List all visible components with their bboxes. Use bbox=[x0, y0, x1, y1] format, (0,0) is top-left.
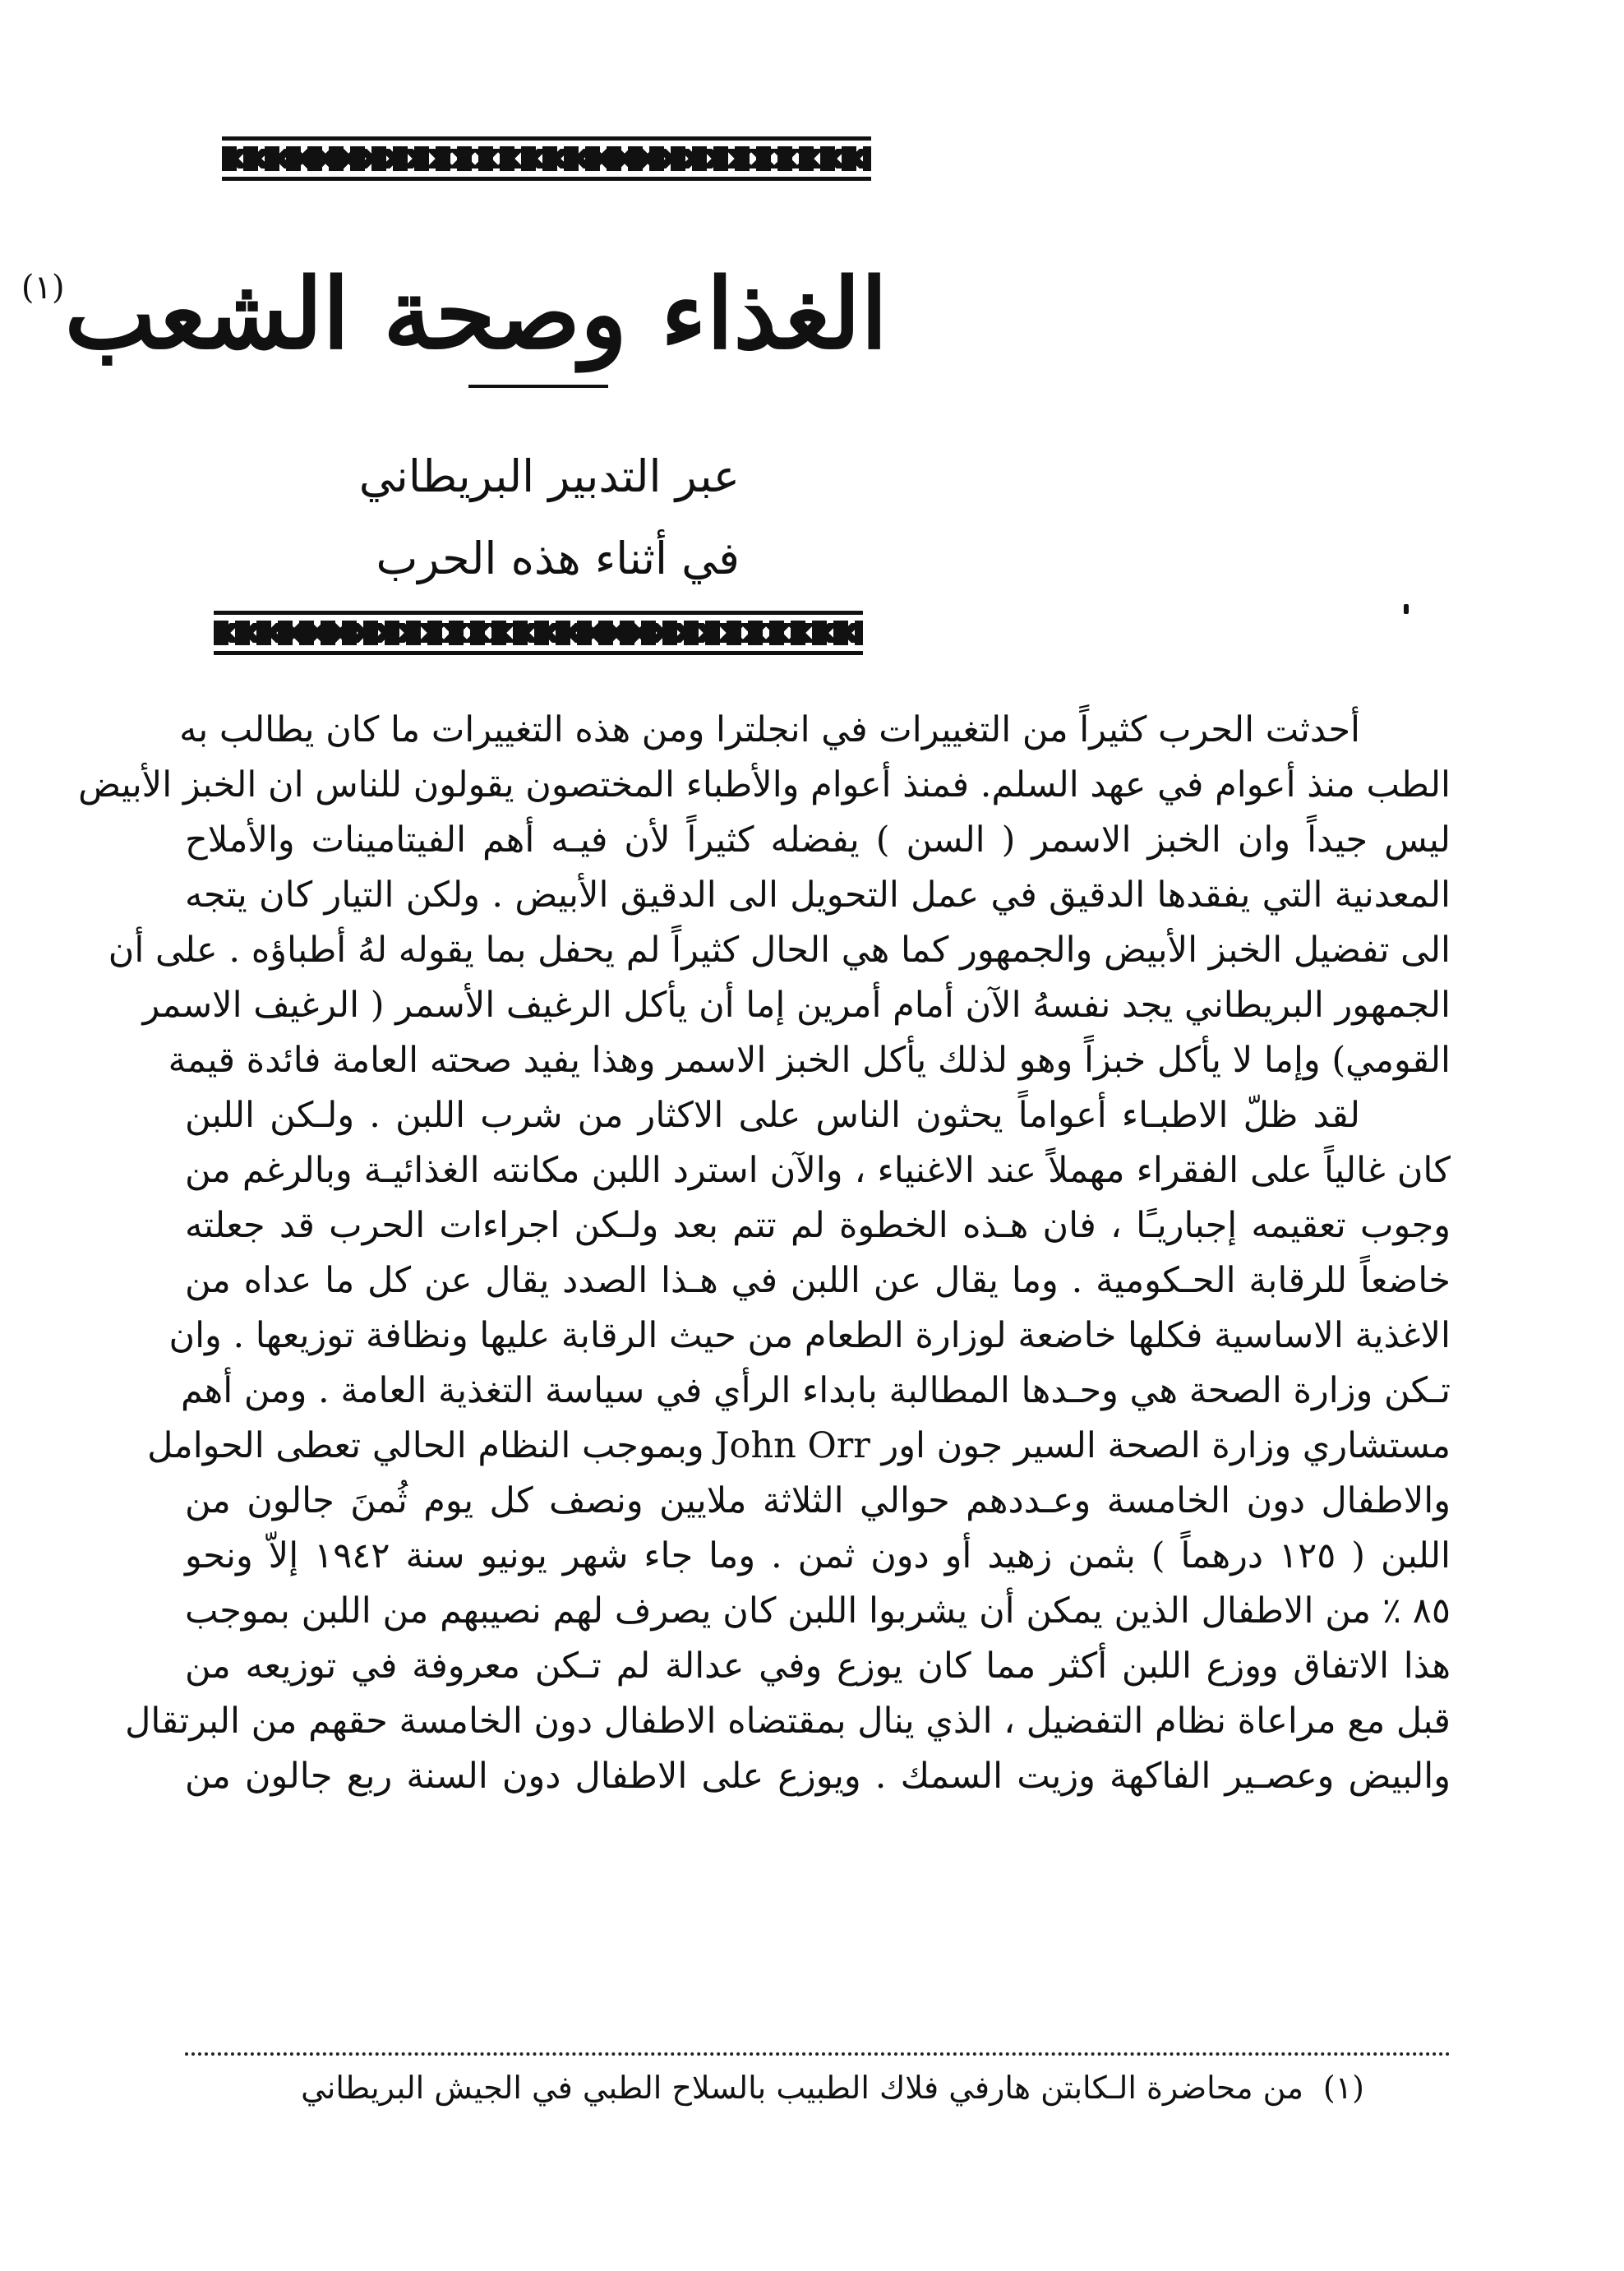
body-line: الجمهور البريطاني يجد نفسهُ الآن أمام أمرين إما أن يأكل الرغيف الأسمر ( الرغيف الاسمر bbox=[142, 985, 1451, 1026]
body-line: اللبن ( ١٢٥ درهماً ) بثمن زهيد أو دون ثمن . وما جاء شهر يونيو سنة ١٩٤٢ إلاّ ونحو bbox=[185, 1535, 1451, 1576]
footnote-text: من محاضرة الـكابتن هارفي فلاك الطبيب بالسلاح الطبي في الجيش البريطاني bbox=[301, 2070, 1303, 2106]
body-line: القومي) وإما لا يأكل خبزاً وهو لذلك يأكل الخبز الاسمر وهذا يفيد صحته العامة فائدة قيمة bbox=[168, 1040, 1451, 1081]
body-line: لقد ظلّ الاطبـاء أعواماً يحثون الناس على الاكثار من شرب اللبن . ولـكن اللبن bbox=[185, 1095, 1360, 1136]
footnote bbox=[301, 2063, 1364, 2112]
subtitle-line-2: في أثناء هذه الحرب bbox=[376, 533, 740, 584]
body-line: ٨٥ ٪ من الاطفال الذين يمكن أن يشربوا اللبن كان يصرف لهم نصيبهم من اللبن بموجب bbox=[185, 1590, 1451, 1632]
body-line: كان غالياً على الفقراء مهملاً عند الاغنياء ، والآن استرد اللبن مكانته الغذائيـة وبالرغم من bbox=[185, 1150, 1451, 1191]
body-line: هذا الاتفاق ووزع اللبن أكثر مما كان يوزع وفي عدالة لم تـكن معروفة في توزيعه من bbox=[185, 1646, 1451, 1687]
body-line: أحدثت الحرب كثيراً من التغييرات في انجلترا ومن هذه التغييرات ما كان يطالب به bbox=[179, 709, 1360, 750]
footnote-separator bbox=[185, 2052, 1451, 2056]
top-ornament-border bbox=[222, 146, 871, 171]
body-line: والاطفال دون الخامسة وعـددهم حوالي الثلاثة ملايين ونصف كل يوم ثُمنَ جالون من bbox=[185, 1480, 1451, 1521]
body-line: خاضعاً للرقابة الحـكومية . وما يقال عن اللبن في هـذا الصدد يقال عن كل ما عداه من bbox=[185, 1260, 1451, 1301]
body-line: وجوب تعقيمه إجباريـًا ، فان هـذه الخطوة لم تتم بعد ولـكن اجراءات الحرب قد جعلته bbox=[185, 1205, 1451, 1246]
title-divider bbox=[468, 385, 608, 388]
body-line: ليس جيداً وان الخبز الاسمر ( السن ) يفضله كثيراً لأن فيـه أهم الفيتامينات والأملاح bbox=[185, 819, 1451, 861]
footnote-marker: (١) bbox=[1322, 2070, 1364, 2106]
middle-ornament-border bbox=[214, 621, 863, 645]
article-body bbox=[78, 703, 1451, 1804]
subtitle-line-1: عبر التدبير البريطاني bbox=[358, 450, 740, 502]
body-line: الاغذية الاساسية فكلها خاضعة لوزارة الطعام من حيث الرقابة عليها ونظافة توزيعها . وان bbox=[168, 1315, 1451, 1356]
body-line: مستشاري وزارة الصحة السير جون اور John Orr وبموجب النظام الحالي تعطى الحوامل bbox=[147, 1425, 1451, 1466]
title-text: الغذاء وصحة الشعب bbox=[64, 256, 888, 371]
ink-mark bbox=[1404, 604, 1409, 614]
body-line: الى تفضيل الخبز الأبيض والجمهور كما هي الحال كثيراً لم يحفل بما يقوله لهُ أطباؤه . على أن bbox=[108, 930, 1451, 971]
body-line: الطب منذ أعوام في عهد السلم. فمنذ أعوام والأطباء المختصون يقولون للناس ان الخبز الأبيض bbox=[78, 764, 1451, 805]
title-footnote-marker: (١) bbox=[21, 269, 65, 307]
body-line: المعدنية التي يفقدها الدقيق في عمل التحويل الى الدقيق الأبيض . ولكن التيار كان يتجه bbox=[185, 875, 1451, 916]
article-title bbox=[21, 222, 888, 371]
body-line: والبيض وعصـير الفاكهة وزيت السمك . ويوزع على الاطفال دون السنة ربع جالون من bbox=[185, 1756, 1451, 1797]
body-line: تـكن وزارة الصحة هي وحـدها المطالبة بابداء الرأي في سياسة التغذية العامة . ومن أهم bbox=[180, 1370, 1451, 1411]
body-line: قبل مع مراعاة نظام التفضيل ، الذي ينال بمقتضاه الاطفال دون الخامسة حقهم من البرتقال bbox=[125, 1701, 1451, 1742]
